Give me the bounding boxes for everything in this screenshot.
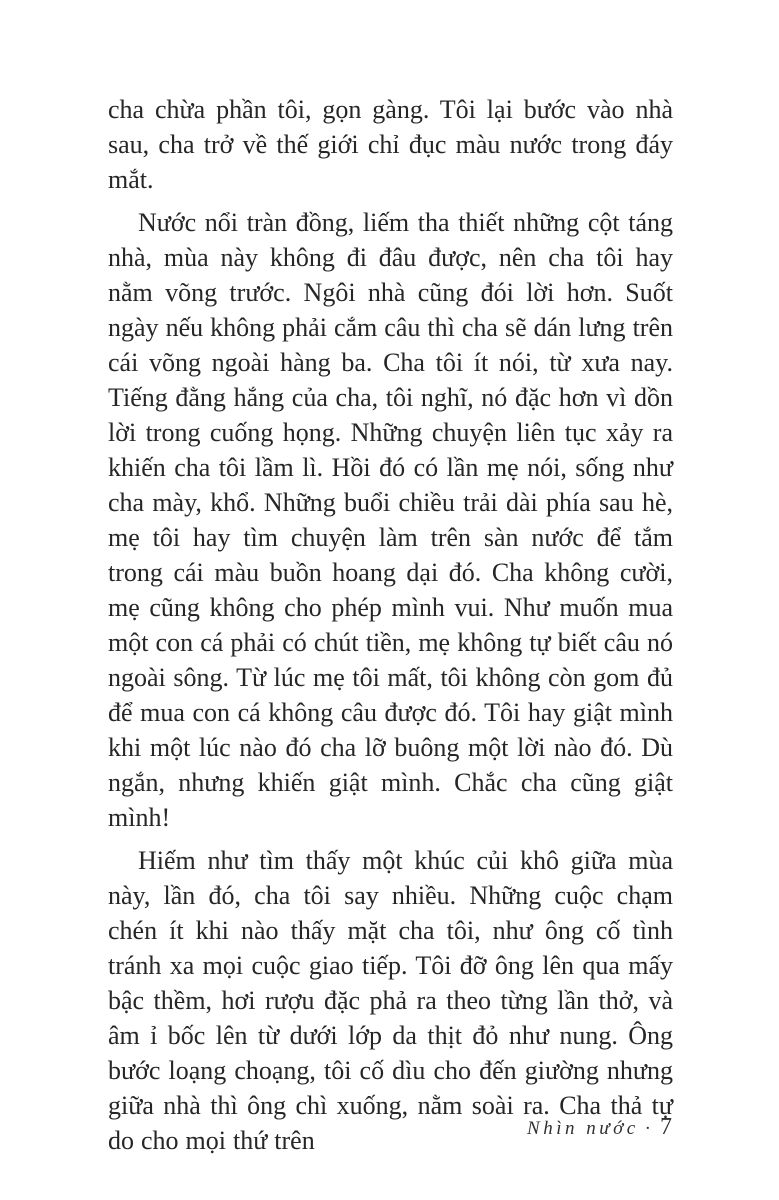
paragraph: Nước nổi tràn đồng, liếm tha thiết những cột táng nhà, mùa này không đi đâu được, nên cha tôi hay nằm võng trước. Ngôi nhà cũng đói lời hơn. Suốt ngày nếu không phải cắm câu thì cha sẽ dán lưng trên cái võng ngoài hàng ba. Cha tôi ít nói, từ xưa nay. Tiếng đằng hắng của cha, tôi nghĩ, nó đặc hơn vì dồn lời trong cuống họng. Những chuyện liên tục xảy ra khiến cha tôi lầm lì. Hồi đó có lần mẹ nói, sống như cha mày, khổ. Những buổi chiều trải dài phía sau hè, mẹ tôi hay tìm chuyện làm trên sàn nước để tắm trong cái màu buồn hoang dại đó. Cha không cười, mẹ cũng không cho phép mình vui. Như muốn mua một con cá phải có chút tiền, mẹ không tự biết câu nó ngoài sông. Từ lúc mẹ tôi mất, tôi không còn gom đủ để mua con cá không câu được đó. Tôi hay giật mình khi một lúc nào đó cha lỡ buông một lời nào đó. Dù ngắn, nhưng khiến giật mình. Chắc cha cũng giật mình! [108,208,673,832]
page-number: 7 [660,1114,672,1140]
footer-separator: · [644,1118,651,1139]
paragraph: Hiếm như tìm thấy một khúc củi khô giữa mùa này, lần đó, cha tôi say nhiều. Những cuộc chạm chén ít khi nào thấy mặt cha tôi, như ông cố tình tránh xa mọi cuộc giao tiếp. Tôi đỡ ông lên qua mấy bậc thềm, hơi rượu đặc phả ra theo từng lần thở, và âm ỉ bốc lên từ dưới lớp da thịt đỏ như nung. Ông bước loạng choạng, tôi cố dìu cho đến giường nhưng giữa nhà thì ông chì xuống, nằm soài ra. Cha thả tự do cho mọi thứ trên [108,846,673,1155]
body-text [108,92,673,1158]
page-footer [527,1114,672,1141]
paragraph-continuation: cha chừa phần tôi, gọn gàng. Tôi lại bước vào nhà sau, cha trở về thế giới chỉ đục màu nước trong đáy mắt. [108,95,673,194]
running-title: Nhìn nước [527,1118,639,1139]
